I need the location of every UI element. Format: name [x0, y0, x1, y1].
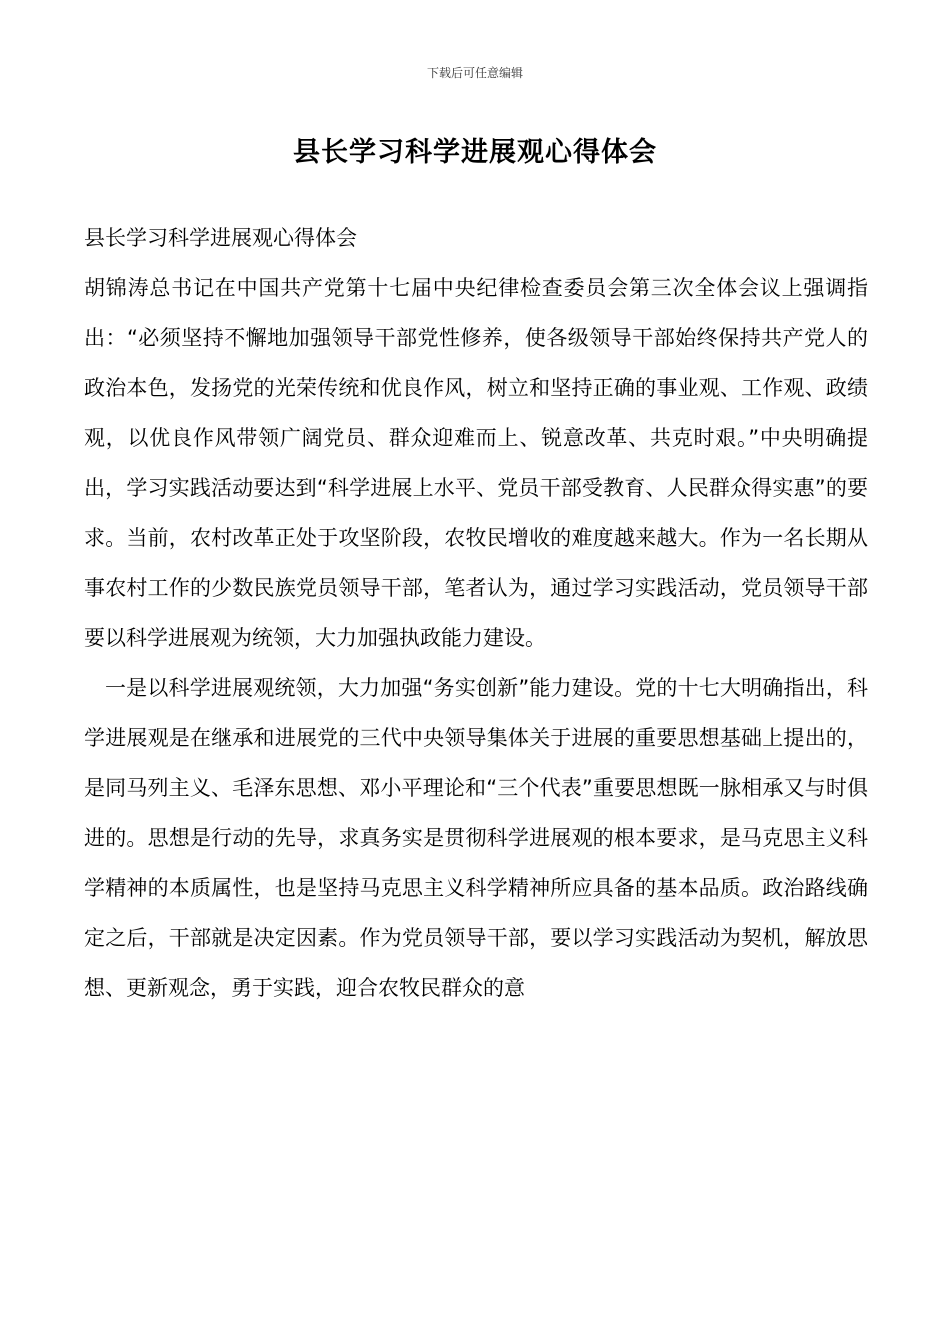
document-subtitle: 县长学习科学进展观心得体会: [84, 226, 357, 250]
header-note: 下载后可任意编辑: [426, 66, 523, 80]
document-title: 县长学习科学进展观心得体会: [293, 137, 657, 168]
paragraph: 胡锦涛总书记在中国共产党第十七届中央纪律检查委员会第三次全体会议上强调指出：“必须坚持不懈地加强领导干部党性修养，使各级领导干部始终保持共产党人的政治本色，发扬党的光荣传统和优良作风，树立和坚持正确的事业观、工作观、政绩观，以优良作风带领广阔党员、群众迎难而上、锐意改革、共克时艰。”中央明确提出，学习实践活动要达到“科学进展上水平、党员干部受教育、人民群众得实惠”的要求。当前，农村改革正处于攻坚阶段，农牧民增收的难度越来越大。作为一名长期从事农村工作的少数民族党员领导干部，笔者认为，通过学习实践活动，党员领导干部要以科学进展观为统领，大力加强执政能力建设。: [84, 276, 868, 650]
document-body: [84, 213, 868, 1013]
paragraph: 一是以科学进展观统领，大力加强“务实创新”能力建设。党的十七大明确指出，科学进展观是在继承和进展党的三代中央领导集体关于进展的重要思想基础上提出的，是同马列主义、毛泽东思想、邓小平理论和“三个代表”重要思想既一脉相承又与时俱进的。思想是行动的先导，求真务实是贯彻科学进展观的根本要求，是马克思主义科学精神的本质属性，也是坚持马克思主义科学精神所应具备的基本品质。政治路线确定之后，干部就是决定因素。作为党员领导干部，要以学习实践活动为契机，解放思想、更新观念，勇于实践，迎合农牧民群众的意: [84, 676, 868, 1000]
